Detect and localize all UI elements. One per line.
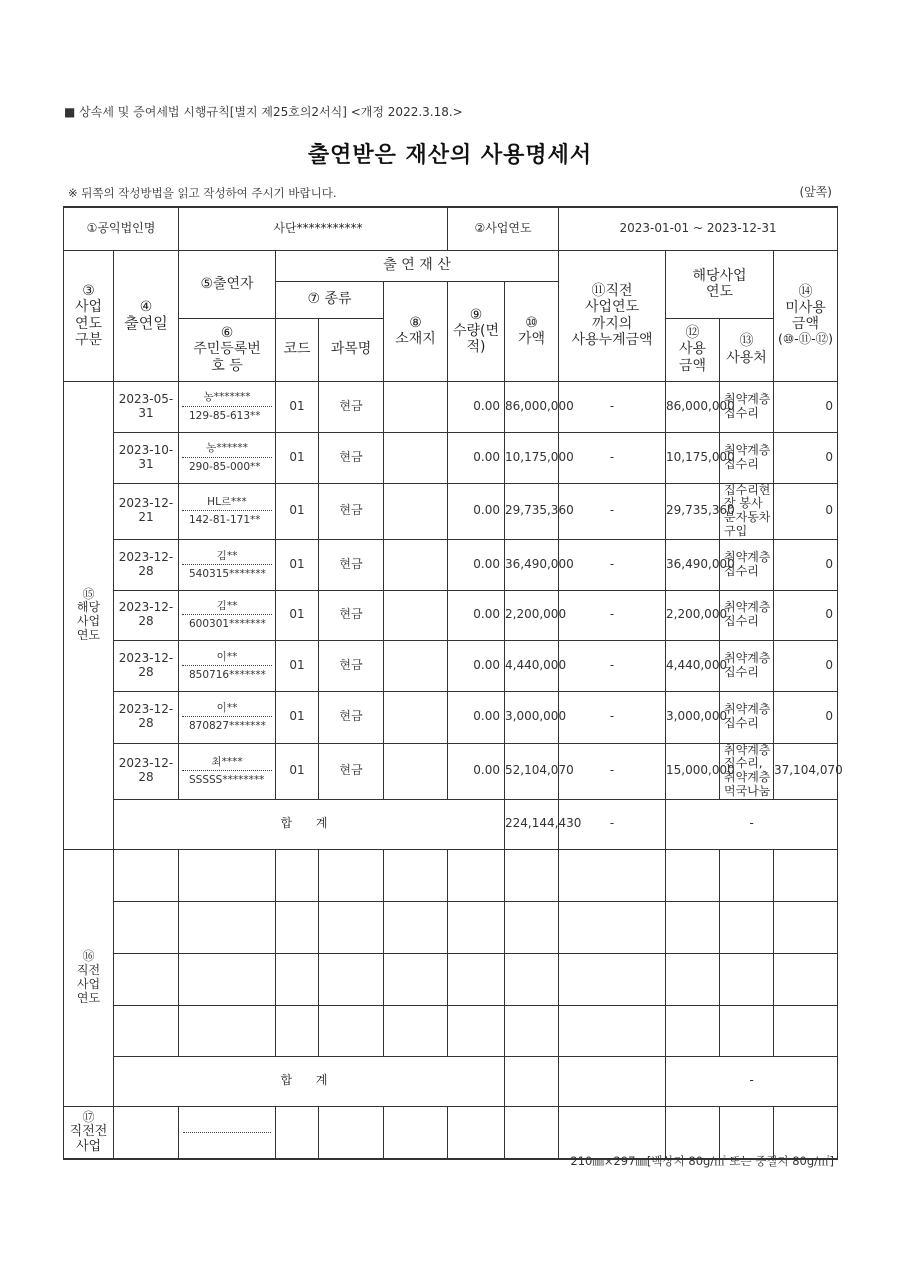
usage-place: 취약계층집수리, 취약계층 먹국나눔: [720, 743, 774, 799]
value: 3,000,000: [505, 691, 559, 743]
donor-cell: 농******* 129-85-613**: [179, 381, 276, 432]
prior-usage: -: [559, 691, 666, 743]
donor-cell: 김** 540315*******: [179, 539, 276, 590]
col-year-division: ③ 사업연도구분: [64, 250, 114, 381]
section-prior-year-label: ⑯ 직전사업연도: [64, 849, 114, 1106]
donor-cell: 이** 850716*******: [179, 640, 276, 691]
kind-code: 01: [276, 743, 319, 799]
instruction-note: ※ 뒤쪽의 작성방법을 읽고 작성하여 주시기 바랍니다.: [68, 186, 337, 200]
donor-cell: 이** 870827*******: [179, 691, 276, 743]
donor-cell: 농****** 290-85-000**: [179, 432, 276, 483]
info-row: [64, 207, 838, 250]
quantity: 0.00: [448, 381, 505, 432]
donation-date: 2023-12-28: [114, 590, 179, 640]
donation-date: 2023-10-31: [114, 432, 179, 483]
kind-subject: 현금: [319, 381, 384, 432]
prior-usage: -: [559, 483, 666, 539]
quantity: 0.00: [448, 432, 505, 483]
col-subject: 과목명: [319, 318, 384, 381]
usage-place: 취약계층집수리: [720, 691, 774, 743]
table-row: [64, 381, 838, 432]
kind-code: 01: [276, 539, 319, 590]
page-title: 출연받은 재산의 사용명세서: [307, 143, 593, 168]
unused-amount: 0: [774, 590, 838, 640]
kind-subject: 현금: [319, 590, 384, 640]
unused-amount: 0: [774, 483, 838, 539]
col-prior-usage: ⑪직전 사업연도 까지의 사용누계금액: [559, 250, 666, 381]
value: 10,175,000: [505, 432, 559, 483]
table-row: [64, 432, 838, 483]
quantity: 0.00: [448, 743, 505, 799]
donation-usage-table: [63, 206, 843, 1160]
kind-subject: 현금: [319, 640, 384, 691]
empty-row: [64, 901, 838, 953]
total-row-prior-year: [64, 1056, 838, 1106]
quantity: 0.00: [448, 539, 505, 590]
location: [384, 381, 448, 432]
unused-amount: 0: [774, 381, 838, 432]
donation-date: 2023-12-28: [114, 743, 179, 799]
section-two-years-prior-label: ⑰ 직전전사업: [64, 1106, 114, 1159]
kind-subject: 현금: [319, 432, 384, 483]
usage-place: 취약계층집수리: [720, 539, 774, 590]
donation-date: 2023-12-28: [114, 640, 179, 691]
table-row: [64, 590, 838, 640]
used-amount: 36,490,000: [666, 539, 720, 590]
kind-code: 01: [276, 590, 319, 640]
used-amount: 2,200,000: [666, 590, 720, 640]
donation-date: 2023-05-31: [114, 381, 179, 432]
table-row: [64, 539, 838, 590]
used-amount: 15,000,000: [666, 743, 720, 799]
donation-date: 2023-12-28: [114, 691, 179, 743]
unused-amount: 37,104,070: [774, 743, 838, 799]
total-unused: -: [666, 1056, 838, 1106]
quantity: 0.00: [448, 483, 505, 539]
location: [384, 590, 448, 640]
prior-usage: -: [559, 590, 666, 640]
usage-place: 집수리현장 봉사분자동차구입: [720, 483, 774, 539]
value: 86,000,000: [505, 381, 559, 432]
col-used-amount: ⑫ 사용금액: [666, 318, 720, 381]
unused-amount: 0: [774, 640, 838, 691]
prior-usage: -: [559, 381, 666, 432]
location: [384, 691, 448, 743]
prior-usage: -: [559, 640, 666, 691]
kind-code: 01: [276, 381, 319, 432]
usage-place: 취약계층집수리: [720, 432, 774, 483]
legal-reference: ■ 상속세 및 증여세법 시행규칙[별지 제25호의2서식] <개정 2022.3.18.>: [64, 105, 463, 119]
kind-code: 01: [276, 691, 319, 743]
table-row: [64, 483, 838, 539]
prior-usage: -: [559, 743, 666, 799]
location: [384, 640, 448, 691]
total-label: 합 계: [114, 1056, 505, 1106]
unused-amount: 0: [774, 432, 838, 483]
kind-code: 01: [276, 640, 319, 691]
fiscal-year-value: 2023-01-01 ~ 2023-12-31: [559, 207, 838, 250]
col-unused-amount: ⑭ 미사용금액 (⑩-⑪-⑫): [774, 250, 838, 381]
col-donor: ⑤출연자: [179, 250, 276, 318]
prior-usage: -: [559, 539, 666, 590]
col-id-number: ⑥ 주민등록번호 등: [179, 318, 276, 381]
total-prior-usage: -: [559, 799, 666, 849]
col-donation-date: ④ 출연일: [114, 250, 179, 381]
total-unused: -: [666, 799, 838, 849]
value: 4,440,000: [505, 640, 559, 691]
table-row: [64, 743, 838, 799]
org-name-value: 사단***********: [179, 207, 448, 250]
table-row: [64, 640, 838, 691]
usage-place: 취약계층집수리: [720, 640, 774, 691]
kind-code: 01: [276, 483, 319, 539]
fiscal-year-label: ②사업연도: [448, 207, 559, 250]
unused-amount: 0: [774, 539, 838, 590]
header-row-1: [64, 250, 838, 281]
usage-place: 취약계층집수리: [720, 590, 774, 640]
section-current-year-label: ⑮ 해당사업연도: [64, 381, 114, 849]
paper-spec: 210㎜×297㎜[백상지 80g/㎡ 또는 중질지 80g/㎡]: [570, 1154, 834, 1168]
used-amount: 10,175,000: [666, 432, 720, 483]
used-amount: 4,440,000: [666, 640, 720, 691]
value: 36,490,000: [505, 539, 559, 590]
quantity: 0.00: [448, 590, 505, 640]
used-amount: 3,000,000: [666, 691, 720, 743]
kind-subject: 현금: [319, 483, 384, 539]
empty-row: [64, 1005, 838, 1056]
col-code: 코드: [276, 318, 319, 381]
col-value: ⑩ 가액: [505, 281, 559, 381]
total-label: 합 계: [114, 799, 505, 849]
quantity: 0.00: [448, 640, 505, 691]
location: [384, 743, 448, 799]
kind-subject: 현금: [319, 691, 384, 743]
total-value: 224,144,430: [505, 799, 559, 849]
used-amount: 86,000,000: [666, 381, 720, 432]
unused-amount: 0: [774, 691, 838, 743]
prior-usage: -: [559, 432, 666, 483]
used-amount: 29,735,360: [666, 483, 720, 539]
location: [384, 432, 448, 483]
donor-cell: HL르*** 142-81-171**: [179, 483, 276, 539]
page-side-label: (앞쪽): [799, 185, 832, 199]
col-group-assets: 출 연 재 산: [276, 250, 559, 281]
location: [384, 539, 448, 590]
kind-subject: 현금: [319, 743, 384, 799]
empty-row: [64, 849, 838, 901]
empty-row: [64, 953, 838, 1005]
value: 52,104,070: [505, 743, 559, 799]
col-quantity: ⑨ 수량(면적): [448, 281, 505, 381]
location: [384, 483, 448, 539]
donation-date: 2023-12-28: [114, 539, 179, 590]
donor-cell: 김** 600301*******: [179, 590, 276, 640]
kind-subject: 현금: [319, 539, 384, 590]
empty-row: [64, 1106, 838, 1159]
value: 29,735,360: [505, 483, 559, 539]
org-name-label: ①공익법인명: [64, 207, 179, 250]
col-group-current-year: 해당사업연도: [666, 250, 774, 318]
total-row-current-year: [64, 799, 838, 849]
quantity: 0.00: [448, 691, 505, 743]
value: 2,200,000: [505, 590, 559, 640]
donation-date: 2023-12-21: [114, 483, 179, 539]
col-usage-place: ⑬ 사용처: [720, 318, 774, 381]
kind-code: 01: [276, 432, 319, 483]
table-row: [64, 691, 838, 743]
col-location: ⑧ 소재지: [384, 281, 448, 381]
col-kind: ⑦ 종류: [276, 281, 384, 318]
usage-place: 취약계층집수리: [720, 381, 774, 432]
donor-cell: 최**** SSSSS********: [179, 743, 276, 799]
